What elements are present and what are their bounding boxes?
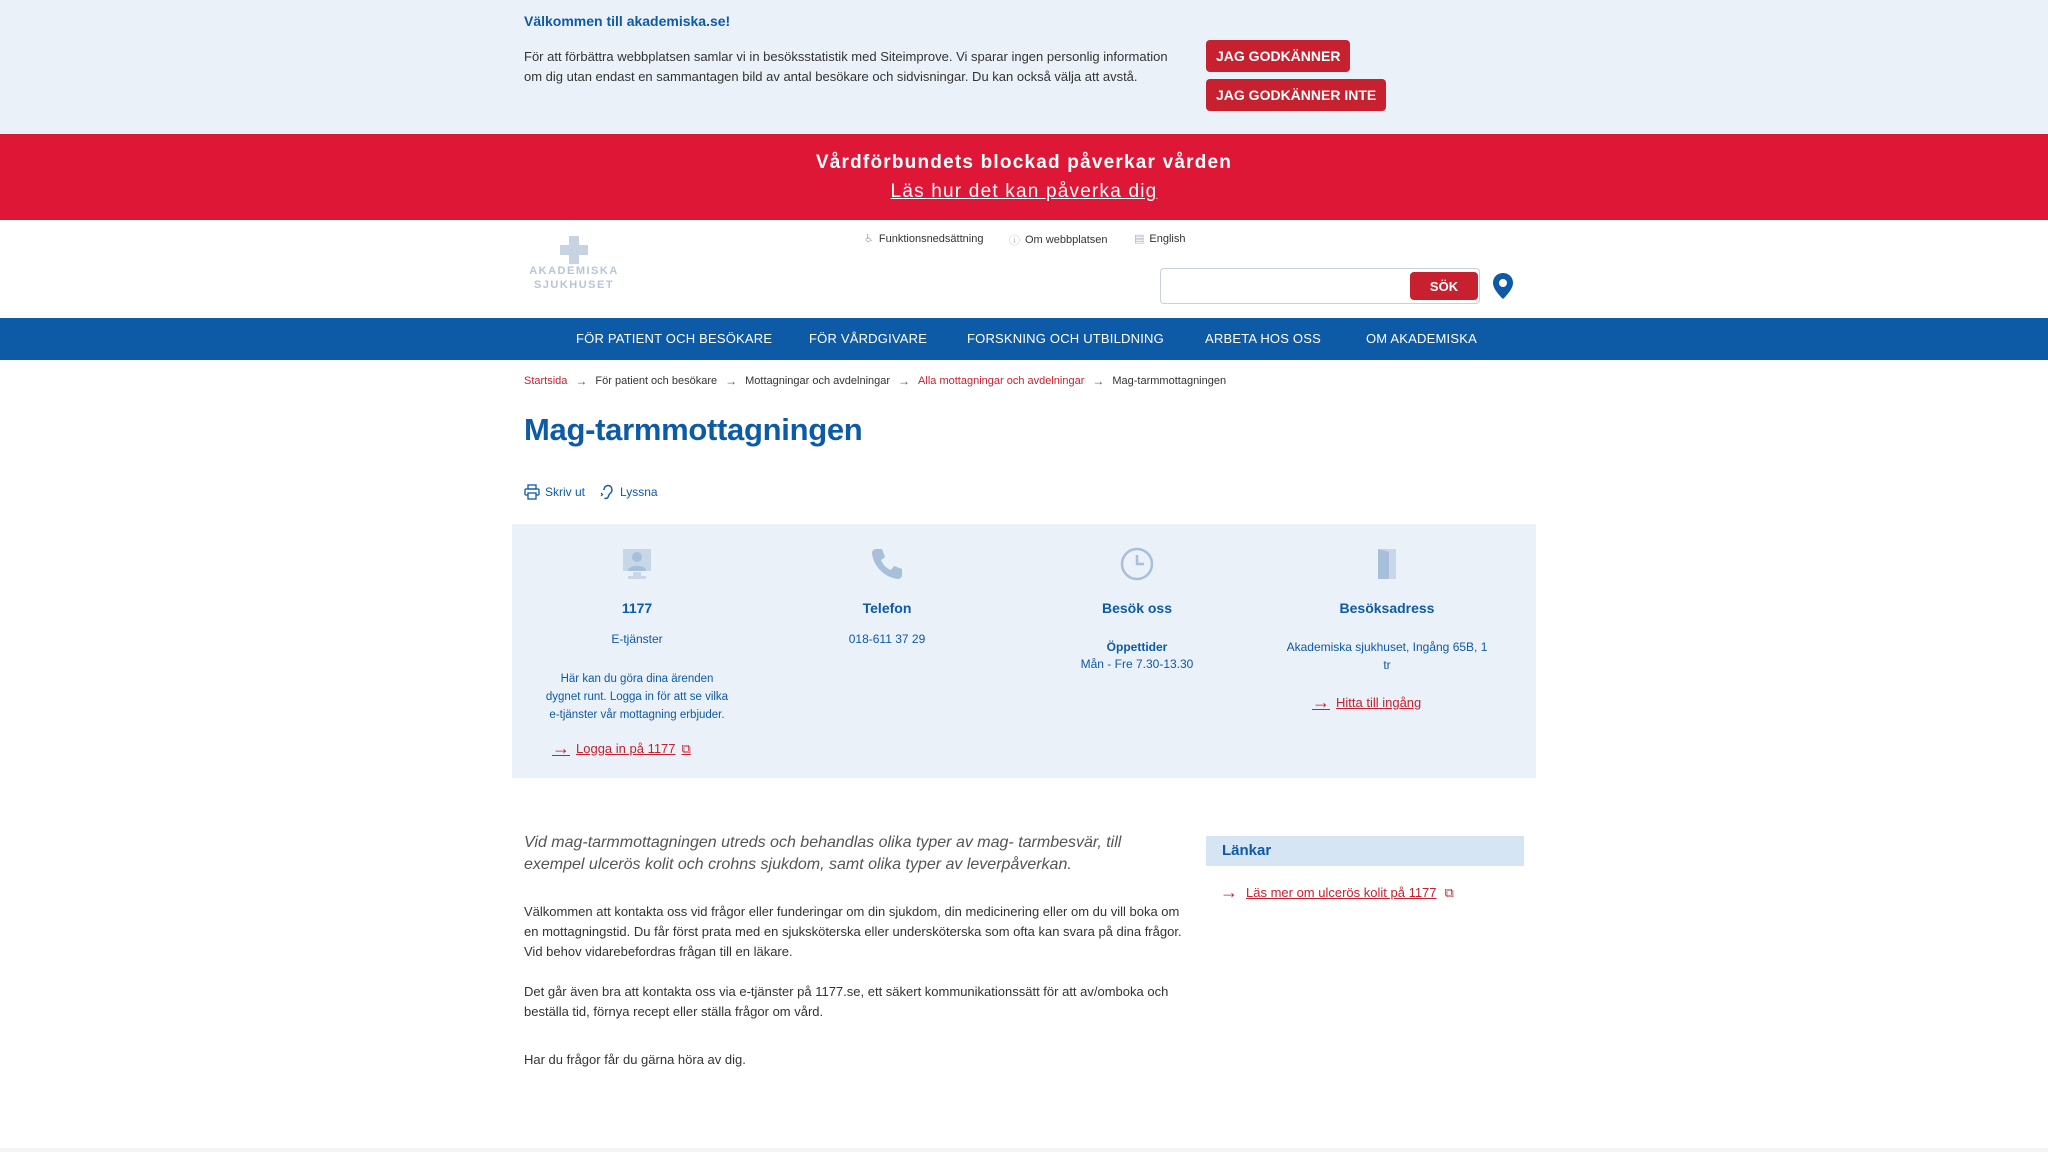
info-title: Besök oss — [1101, 600, 1173, 616]
listen-button[interactable] — [599, 484, 658, 500]
breadcrumb-current: Mag-tarmmottagningen — [1112, 375, 1227, 387]
external-link-icon: ⧉ — [681, 740, 691, 756]
arrow-right-icon: → — [552, 738, 570, 758]
link-label: Hitta till ingång — [1336, 695, 1422, 710]
intro-text: Vid mag-tarmmottagningen utreds och behandlas olika typer av mag- tarmbesvär, till exempel ulcerös kolit och crohns sjukdom, samt olika typer av leverpåverkan. — [524, 834, 1122, 873]
search-button[interactable]: SÖK — [1410, 272, 1478, 300]
cookie-text: För att förbättra webbplatsen samlar vi in besöksstatistik med Siteimprove. Vi sparar ingen personlig information om dig utan endast en sammantagen bild av antal besökare och sidvisningar. Du kan också välja att avstå. — [524, 49, 1168, 84]
hours-label: Öppettider — [1106, 640, 1168, 654]
cookie-decline-button[interactable]: JAG GODKÄNNER INTE — [1206, 79, 1386, 111]
body-paragraph: Det går även bra att kontakta oss via e-tjänster på 1177.se, ett säkert kommunikationssätt för att av/omboka och beställa tid, förnya recept eller ställa frågor om vård. — [524, 984, 1169, 1019]
print-label: Skriv ut — [545, 485, 586, 499]
ulcerative-colitis-link[interactable] — [1220, 882, 1454, 903]
body-paragraph: Har du frågor får du gärna höra av dig. — [524, 1052, 746, 1067]
arrow-right-icon: → — [898, 374, 911, 388]
breadcrumb-item[interactable]: Startsida — [524, 375, 568, 387]
printer-icon — [524, 484, 540, 500]
logo-line1: AKADEMISKA — [529, 265, 619, 277]
contact-info-band — [512, 524, 1536, 778]
arrow-right-icon: → — [1092, 374, 1105, 388]
arrow-right-icon: → — [1220, 882, 1238, 902]
accessibility-icon: ♿ — [864, 233, 874, 245]
nav-item-caregivers[interactable]: FÖR VÅRDGIVARE — [809, 331, 928, 346]
link-label: Läs mer om ulcerös kolit på 1177 — [1246, 885, 1437, 900]
alert-banner — [0, 134, 2048, 220]
utility-link-accessibility[interactable] — [864, 232, 983, 245]
arrow-right-icon: → — [1312, 692, 1330, 712]
utility-link-about[interactable] — [1009, 232, 1108, 248]
nav-item-about[interactable]: OM AKADEMISKA — [1366, 331, 1477, 346]
info-description: Här kan du göra dina ärenden dygnet runt. Logga in för att se vilka e-tjänster vår mottagning erbjuder. — [545, 673, 729, 721]
breadcrumb-item[interactable]: För patient och besökare — [595, 375, 718, 387]
info-icon: ⓘ — [1009, 235, 1020, 247]
site-logo[interactable] — [524, 236, 624, 300]
logo-line2: SJUKHUSET — [533, 279, 615, 291]
utility-link-english[interactable] — [1134, 232, 1185, 245]
language-icon: ▤ — [1134, 233, 1145, 245]
alert-title: Vårdförbundets blockad påverkar vården — [815, 152, 1233, 173]
main-nav — [0, 318, 2048, 360]
breadcrumb-item[interactable]: Mottagningar och avdelningar — [745, 375, 891, 387]
arrow-right-icon: → — [575, 374, 588, 388]
info-subtitle: E-tjänster — [611, 632, 663, 646]
logo-cross-icon — [560, 236, 588, 264]
location-pin-icon[interactable] — [1492, 272, 1514, 300]
breadcrumb — [524, 374, 1226, 388]
page-tools — [524, 484, 658, 500]
nav-item-patient[interactable]: FÖR PATIENT OCH BESÖKARE — [576, 331, 773, 346]
external-link-icon: ⧉ — [1444, 884, 1454, 900]
find-entrance-link[interactable] — [1312, 692, 1421, 713]
utility-label: Om webbplatsen — [1025, 234, 1108, 246]
links-title: Länkar — [1222, 842, 1272, 859]
ear-icon — [599, 484, 615, 500]
phone-icon — [867, 544, 907, 584]
clock-icon — [1117, 544, 1157, 584]
info-title: 1177 — [621, 600, 653, 616]
cookie-title: Välkommen till akademiska.se! — [524, 13, 731, 29]
hours-value: Mån - Fre 7.30-13.30 — [1080, 657, 1194, 671]
login-1177-link[interactable] — [552, 738, 691, 759]
computer-user-icon — [617, 544, 657, 584]
print-button[interactable] — [524, 484, 585, 500]
breadcrumb-item[interactable]: Alla mottagningar och avdelningar — [918, 375, 1085, 387]
utility-label: English — [1149, 232, 1186, 245]
info-title: Telefon — [862, 600, 912, 616]
nav-item-research[interactable]: FORSKNING OCH UTBILDNING — [967, 331, 1164, 346]
phone-number[interactable]: 018-611 37 29 — [848, 632, 926, 646]
footer-divider — [0, 1148, 2048, 1152]
link-label: Logga in på 1177 — [576, 741, 676, 756]
page-title: Mag-tarmmottagningen — [524, 412, 863, 447]
links-panel-header — [1206, 836, 1524, 866]
body-paragraph: Välkommen att kontakta oss vid frågor eller funderingar om din sjukdom, din medicinering eller om du vill boka om en mottagningstid. Du får först prata med en sjuksköterska eller undersköterska som ofta kan svara på dina frågor. Vid behov vidarebefordras frågan till en läkare. — [524, 904, 1182, 959]
address-text: Akademiska sjukhuset, Ingång 65B, 1 tr — [1286, 640, 1488, 672]
alert-link[interactable]: Läs hur det kan påverka dig — [890, 181, 1158, 202]
search-input[interactable] — [1169, 275, 1389, 297]
utility-label: Funktionsnedsättning — [878, 232, 984, 245]
door-icon — [1367, 544, 1407, 584]
info-title: Besöksadress — [1339, 600, 1435, 616]
nav-item-careers[interactable]: ARBETA HOS OSS — [1205, 331, 1321, 346]
arrow-right-icon: → — [725, 374, 738, 388]
cookie-banner — [0, 0, 2048, 134]
cookie-accept-button[interactable]: JAG GODKÄNNER — [1206, 40, 1350, 72]
listen-label: Lyssna — [620, 485, 658, 499]
